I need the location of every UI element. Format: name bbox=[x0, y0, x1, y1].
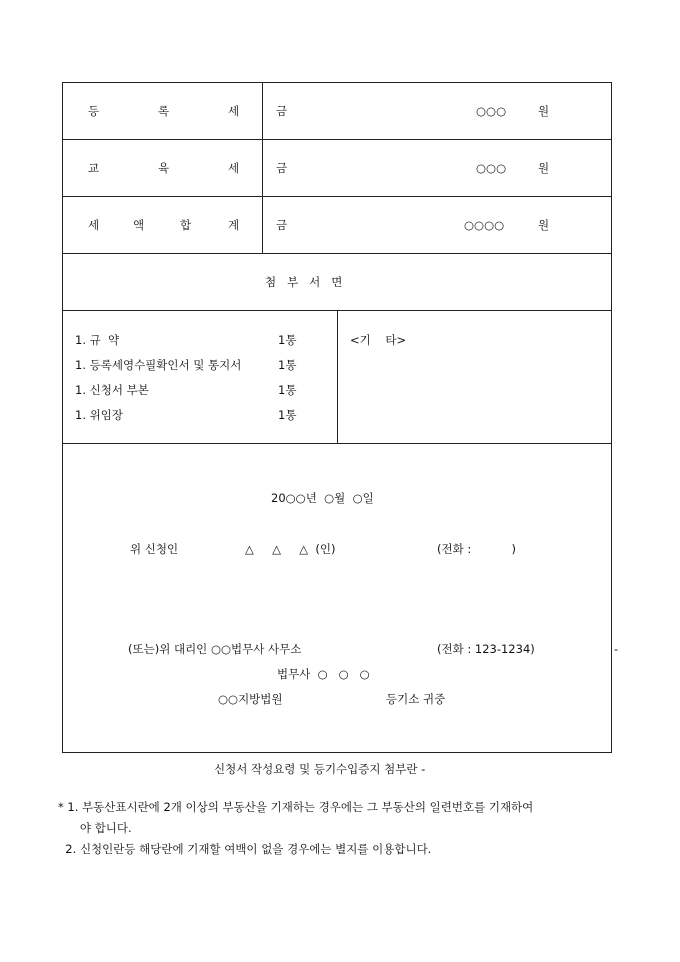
court: ○○지방법원 bbox=[218, 692, 283, 706]
amount: ○○○ bbox=[476, 104, 507, 118]
amount: ○○○ bbox=[476, 161, 507, 175]
unit: 원 bbox=[538, 161, 550, 175]
label-char: 금 bbox=[276, 218, 288, 232]
unit: 원 bbox=[538, 104, 550, 118]
agent-label: (또는)위 대리인 ○○법무사 사무소 bbox=[128, 642, 302, 656]
applicant-name: △ △ △ (인) bbox=[245, 542, 336, 556]
amount: ○○○○ bbox=[464, 218, 505, 232]
label-char: 합 bbox=[180, 218, 192, 232]
attachment-count: 1통 bbox=[278, 333, 297, 347]
label-char: 육 bbox=[158, 161, 170, 175]
attachment-count: 1통 bbox=[278, 358, 297, 372]
label-char: 록 bbox=[158, 104, 170, 118]
label-char: 액 bbox=[133, 218, 145, 232]
applicant-phone: (전화 : ) bbox=[437, 542, 516, 556]
attachment-count: 1통 bbox=[278, 383, 297, 397]
label-char: 세 bbox=[228, 161, 240, 175]
note-line: * 1. 부동산표시란에 2개 이상의 부동산을 기재하는 경우에는 그 부동산의 일련번호를 기재하여 bbox=[58, 800, 534, 814]
unit: 원 bbox=[538, 218, 550, 232]
attachments-title: 첨 부 서 면 bbox=[265, 275, 343, 289]
attachment-count: 1통 bbox=[278, 408, 297, 422]
attachment-name: 1. 위임장 bbox=[75, 408, 123, 422]
note-line: 야 합니다. bbox=[58, 821, 132, 835]
attachment-name: 1. 신청서 부본 bbox=[75, 383, 149, 397]
note-line: 2. 신청인란등 해당란에 기재할 여백이 없을 경우에는 별지를 이용합니다. bbox=[58, 842, 432, 856]
label-char: 세 bbox=[228, 104, 240, 118]
scrivener: 법무사 ○ ○ ○ bbox=[277, 667, 370, 681]
label-char: 계 bbox=[228, 218, 240, 232]
attachment-name: 1. 규 약 bbox=[75, 333, 120, 347]
label-char: 금 bbox=[276, 161, 288, 175]
margin-dash: - bbox=[614, 642, 619, 656]
label-char: 세 bbox=[88, 218, 100, 232]
footer-title: 신청서 작성요령 및 등기수입증지 첨부란 - bbox=[214, 762, 426, 776]
registry: 등기소 귀중 bbox=[386, 692, 446, 706]
applicant-label: 위 신청인 bbox=[130, 542, 179, 556]
label-char: 등 bbox=[88, 104, 100, 118]
label-char: 금 bbox=[276, 104, 288, 118]
attachment-name: 1. 등록세영수필확인서 및 통지서 bbox=[75, 358, 242, 372]
other-label: <기 타> bbox=[350, 333, 407, 347]
date: 20○○년 ○월 ○일 bbox=[271, 491, 374, 505]
label-char: 교 bbox=[88, 161, 100, 175]
agent-phone: (전화 : 123-1234) bbox=[437, 642, 535, 656]
